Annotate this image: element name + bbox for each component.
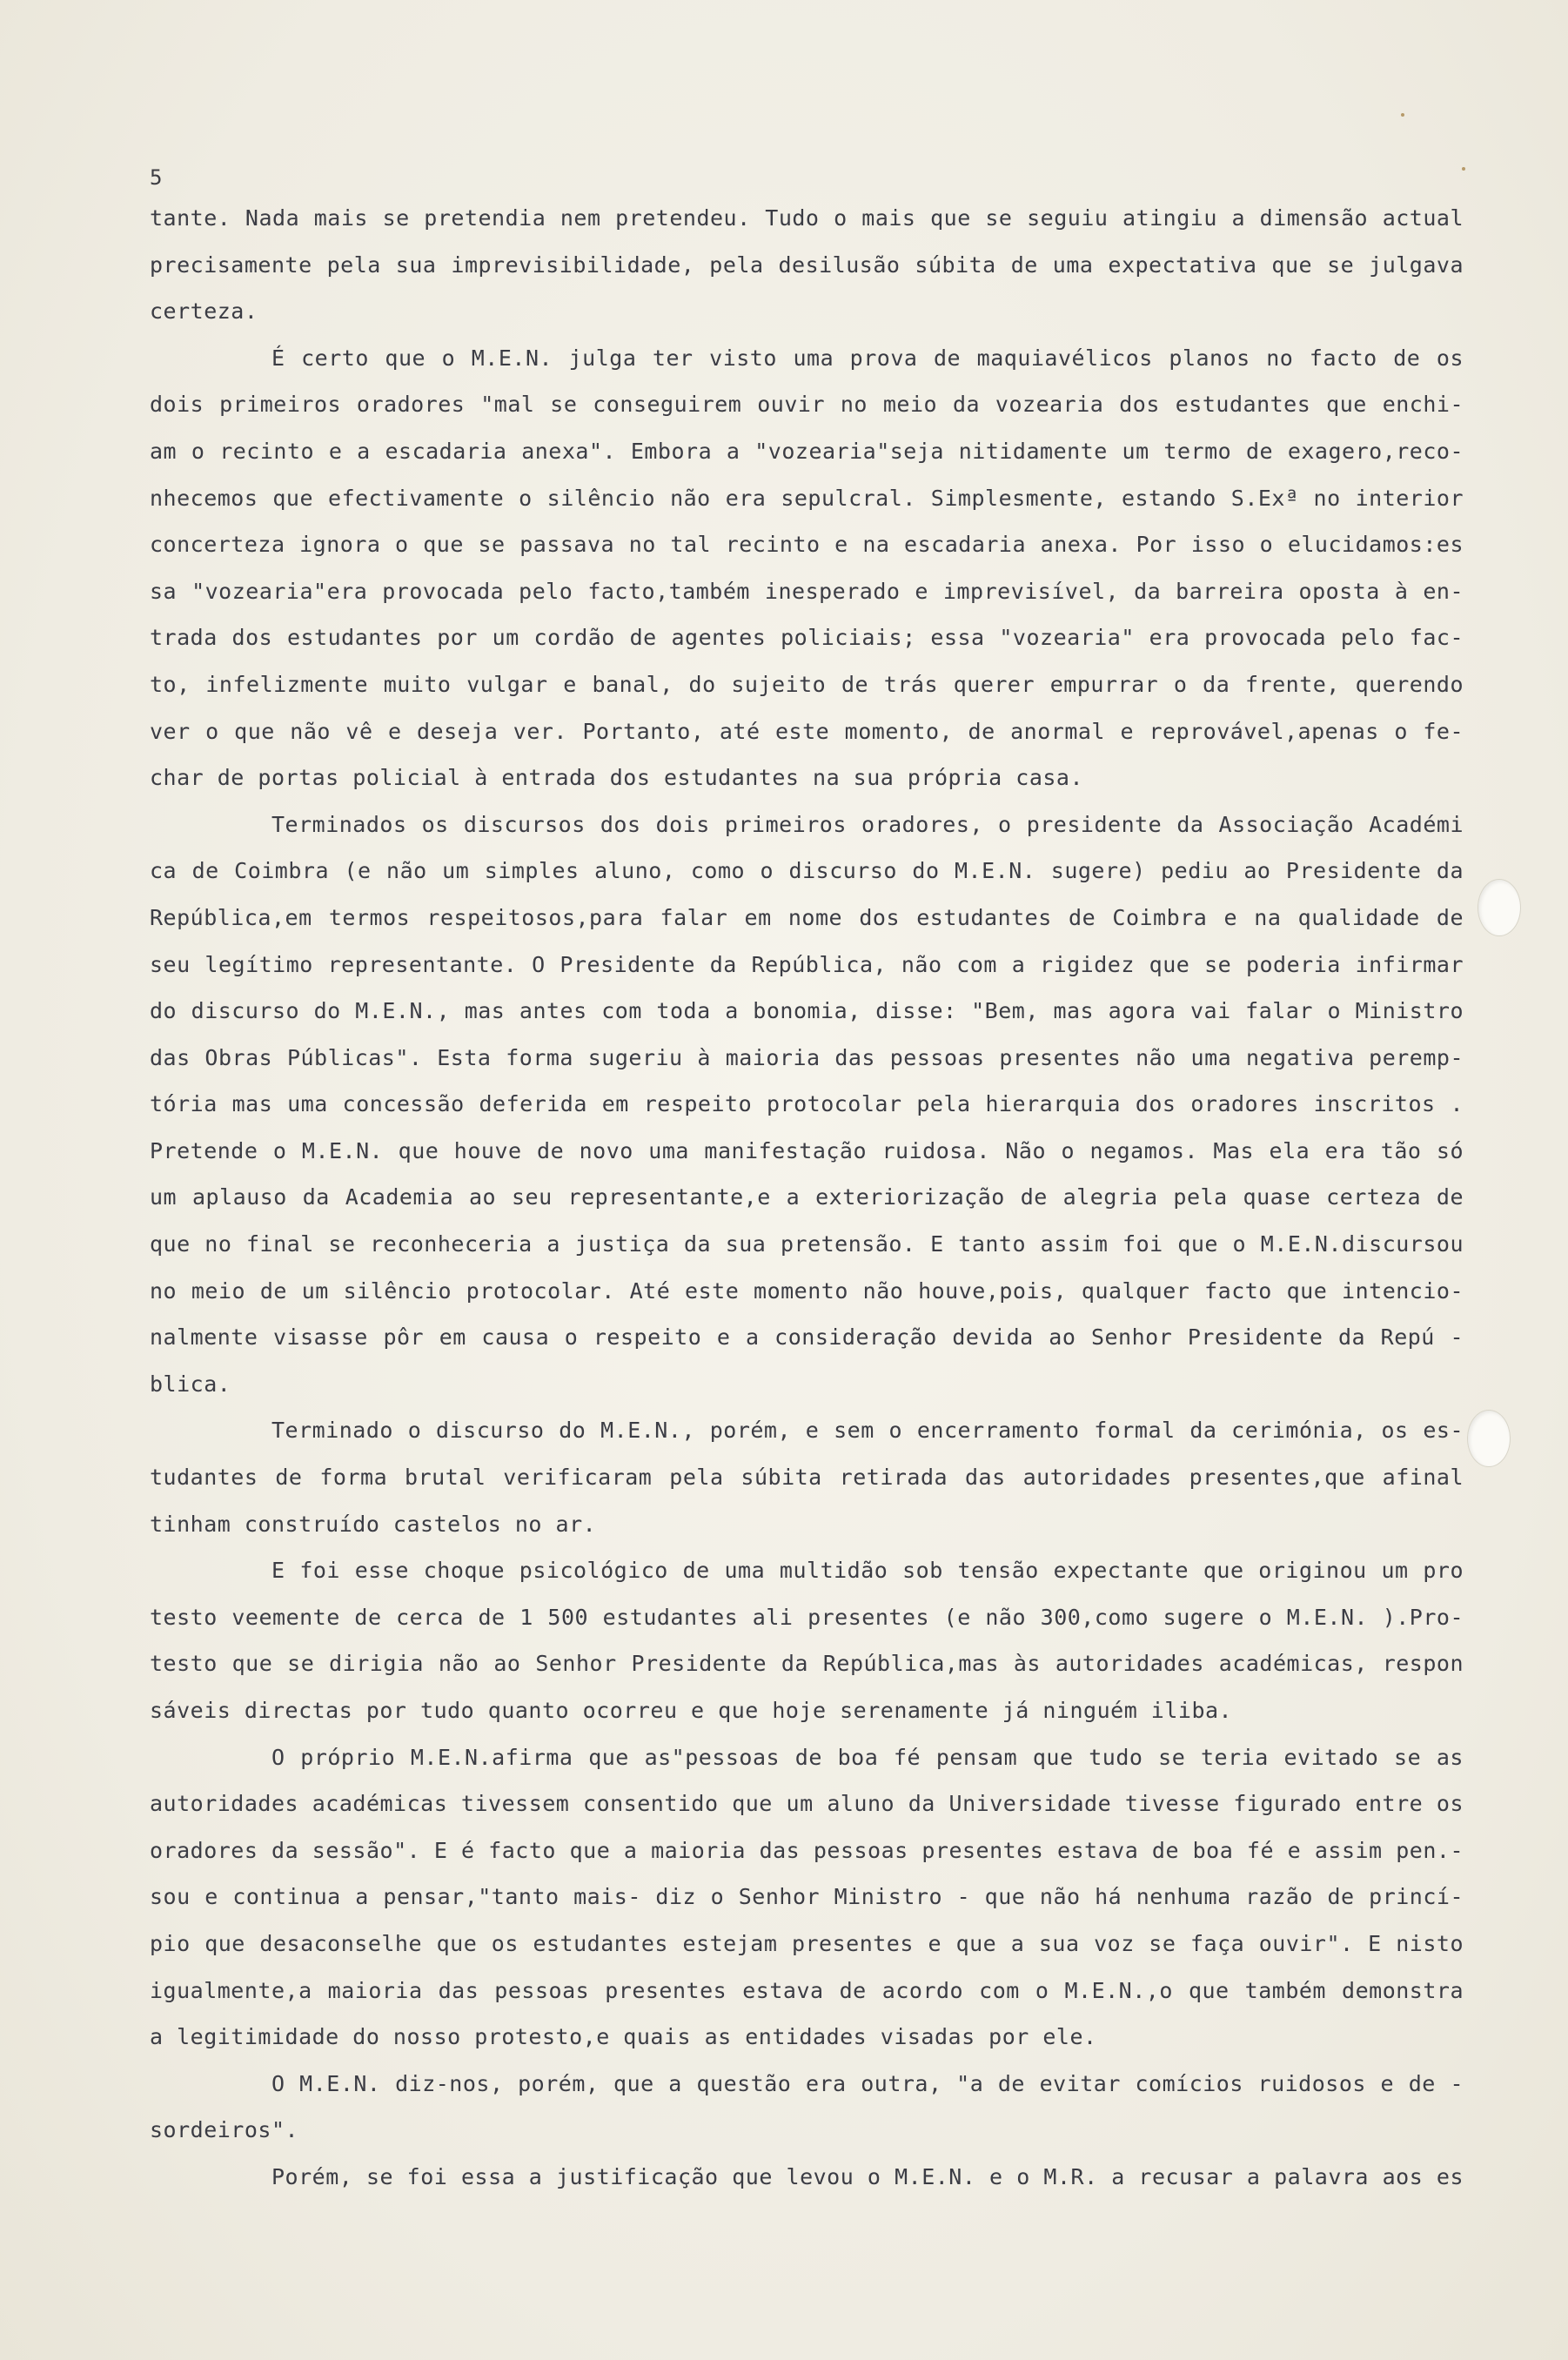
- punch-hole-bottom: [1467, 1410, 1511, 1467]
- text-line: nalmente visasse pôr em causa o respeito e a consideração devida ao Senhor Presidente da Repú -: [150, 1324, 1464, 1351]
- page-number: 5: [150, 165, 163, 190]
- text-line: das Obras Públicas". Esta forma sugeriu à maioria das pessoas presentes não uma negativa peremp-: [150, 1044, 1464, 1070]
- text-line: sordeiros".: [150, 2117, 299, 2143]
- paper-speck: [1401, 113, 1404, 117]
- text-line: am o recinto e a escadaria anexa". Embora a "vozearia"seja nitidamente um termo de exagero,reco-: [150, 438, 1464, 464]
- text-line: O M.E.N. diz-nos, porém, que a questão era outra, "a de evitar comícios ruidosos e de -: [271, 2070, 1464, 2096]
- text-line: ver o que não vê e deseja ver. Portanto, até este momento, de anormal e reprovável,apenas o fe-: [150, 718, 1464, 744]
- text-line: igualmente,a maioria das pessoas presentes estava de acordo com o M.E.N.,o que também demonstra: [150, 1977, 1464, 2003]
- body-text: [150, 195, 1464, 2201]
- text-line: oradores da sessão". E é facto que a maioria das pessoas presentes estava de boa fé e assim pen.-: [150, 1837, 1464, 1863]
- text-line: Pretende o M.E.N. que houve de novo uma manifestação ruidosa. Não o negamos. Mas ela era tão só: [150, 1137, 1464, 1163]
- punch-hole-top: [1478, 879, 1521, 936]
- text-line: E foi esse choque psicológico de uma multidão sob tensão expectante que originou um pro: [271, 1558, 1464, 1584]
- text-line: certeza.: [150, 298, 258, 325]
- text-line: que no final se reconheceria a justiça da sua pretensão. E tanto assim foi que o M.E.N.discursou: [150, 1231, 1464, 1257]
- text-line: Terminado o discurso do M.E.N., porém, e sem o encerramento formal da cerimónia, os es-: [271, 1418, 1464, 1444]
- text-line: do discurso do M.E.N., mas antes com toda a bonomia, disse: "Bem, mas agora vai falar o Ministro: [150, 998, 1464, 1024]
- text-line: tória mas uma concessão deferida em respeito protocolar pela hierarquia dos oradores inscritos .: [150, 1091, 1464, 1117]
- text-line: tante. Nada mais se pretendia nem pretendeu. Tudo o mais que se seguiu atingiu a dimensão actual: [150, 205, 1464, 231]
- text-line: sou e continua a pensar,"tanto mais- diz o Senhor Ministro - que não há nenhuma razão de princí-: [150, 1884, 1464, 1910]
- text-line: blica.: [150, 1371, 231, 1397]
- text-line: testo veemente de cerca de 1 500 estudantes ali presentes (e não 300,como sugere o M.E.N. ).Pro-: [150, 1604, 1464, 1630]
- text-line: ca de Coimbra (e não um simples aluno, como o discurso do M.E.N. sugere) pediu ao Presidente da: [150, 858, 1464, 884]
- text-line: char de portas policial à entrada dos estudantes na sua própria casa.: [150, 765, 1084, 791]
- text-line: seu legítimo representante. O Presidente da República, não com a rigidez que se poderia infirmar: [150, 951, 1464, 977]
- text-line: no meio de um silêncio protocolar. Até este momento não houve,pois, qualquer facto que intencio-: [150, 1277, 1464, 1304]
- text-line: tudantes de forma brutal verificaram pela súbita retirada das autoridades presentes,que afinal: [150, 1465, 1464, 1491]
- text-line: pio que desaconselhe que os estudantes estejam presentes e que a sua voz se faça ouvir". E nisto: [150, 1930, 1464, 1956]
- paper-speck: [1462, 167, 1465, 171]
- text-line: O próprio M.E.N.afirma que as"pessoas de boa fé pensam que tudo se teria evitado se as: [271, 1744, 1464, 1770]
- text-line: concerteza ignora o que se passava no tal recinto e na escadaria anexa. Por isso o elucidamos:es: [150, 532, 1464, 558]
- text-line: testo que se dirigia não ao Senhor Presidente da República,mas às autoridades académicas, respon: [150, 1651, 1464, 1677]
- text-line: sa "vozearia"era provocada pelo facto,também inesperado e imprevisível, da barreira oposta à en-: [150, 578, 1464, 604]
- text-line: É certo que o M.E.N. julga ter visto uma prova de maquiavélicos planos no facto de os: [271, 345, 1464, 371]
- text-line: precisamente pela sua imprevisibilidade, pela desilusão súbita de uma expectativa que se julgava: [150, 251, 1464, 278]
- text-line: Terminados os discursos dos dois primeiros oradores, o presidente da Associação Académi: [271, 811, 1464, 837]
- text-line: tinham construído castelos no ar.: [150, 1511, 597, 1537]
- text-line: a legitimidade do nosso protesto,e quais as entidades visadas por ele.: [150, 2024, 1097, 2050]
- text-line: trada dos estudantes por um cordão de agentes policiais; essa "vozearia" era provocada pelo fac-: [150, 625, 1464, 651]
- text-line: nhecemos que efectivamente o silêncio não era sepulcral. Simplesmente, estando S.Exª no interior: [150, 485, 1464, 511]
- text-line: um aplauso da Academia ao seu representante,e a exteriorização de alegria pela quase certeza de: [150, 1184, 1464, 1210]
- text-line: República,em termos respeitosos,para falar em nome dos estudantes de Coimbra e na qualidade de: [150, 904, 1464, 930]
- text-line: Porém, se foi essa a justificação que levou o M.E.N. e o M.R. a recusar a palavra aos es: [271, 2163, 1464, 2189]
- text-line: dois primeiros oradores "mal se conseguirem ouvir no meio da vozearia dos estudantes que enchi-: [150, 392, 1464, 418]
- text-line: to, infelizmente muito vulgar e banal, do sujeito de trás querer empurrar o da frente, querendo: [150, 671, 1464, 697]
- text-line: autoridades académicas tivessem consentido que um aluno da Universidade tivesse figurado entre os: [150, 1791, 1464, 1817]
- text-line: sáveis directas por tudo quanto ocorreu e que hoje serenamente já ninguém iliba.: [150, 1698, 1233, 1723]
